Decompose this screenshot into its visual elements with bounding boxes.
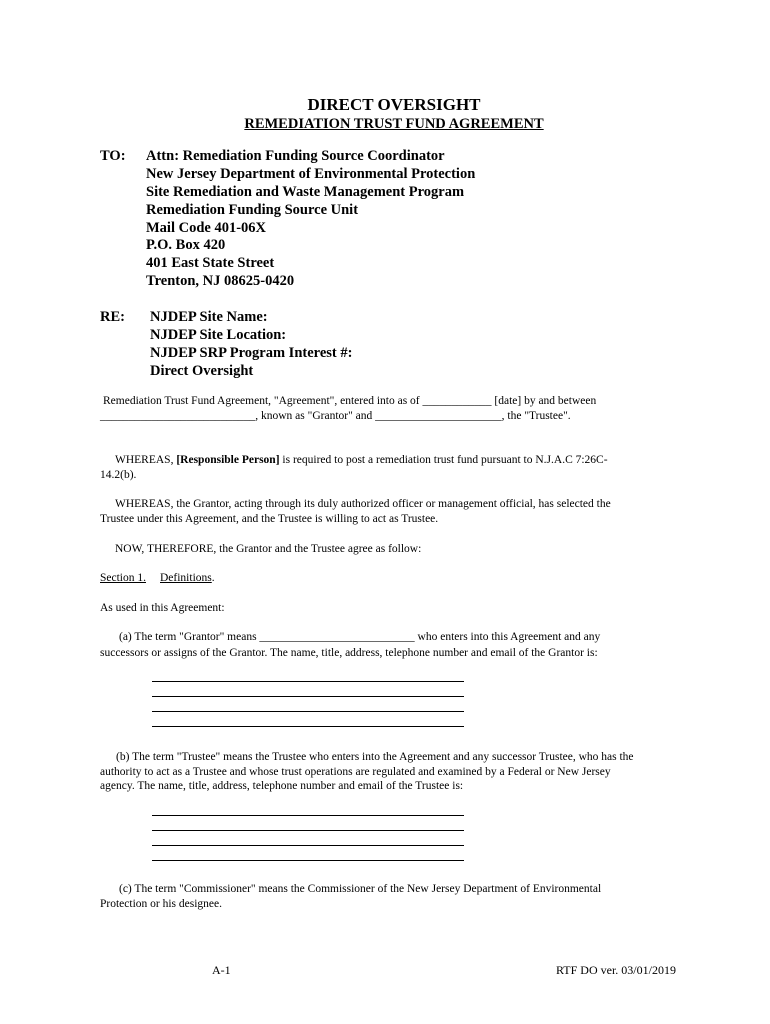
grantor-info-blank-2[interactable] <box>152 696 464 697</box>
def-c-line-2: Protection or his designee. <box>100 898 223 910</box>
document-title: DIRECT OVERSIGHT <box>307 95 481 114</box>
page-number: A-1 <box>212 963 231 977</box>
re-label: RE: <box>100 309 125 325</box>
whereas-1-line-1: WHEREAS, [Responsible Person] is required to post a remediation trust fund pursuant to N.J.A.C 7:26C- <box>115 454 608 466</box>
section-number: Section 1. <box>100 572 146 584</box>
section-heading: Section 1. Definitions. <box>100 572 215 584</box>
version-label: RTF DO ver. 03/01/2019 <box>556 963 676 977</box>
def-c-line-1: (c) The term "Commissioner" means the Commissioner of the New Jersey Department of Environmental <box>119 883 602 895</box>
to-line-program: Site Remediation and Waste Management Program <box>146 184 465 200</box>
responsible-person-placeholder: [Responsible Person] <box>176 454 280 466</box>
to-line-pobox: P.O. Box 420 <box>146 237 226 253</box>
to-line-department: New Jersey Department of Environmental Protection <box>146 166 476 182</box>
grantor-info-blank-1[interactable] <box>152 681 464 682</box>
grantor-info-blank-3[interactable] <box>152 711 464 712</box>
to-line-street: 401 East State Street <box>146 255 275 271</box>
section-title: Definitions <box>160 572 212 584</box>
intro-line-1: Remediation Trust Fund Agreement, "Agreement", entered into as of ____________ [date] by and between <box>103 395 597 407</box>
whereas-2-line-2: Trustee under this Agreement, and the Trustee is willing to act as Trustee. <box>100 513 439 525</box>
re-line-program-interest: NJDEP SRP Program Interest #: <box>150 345 353 361</box>
def-a-line-1: (a) The term "Grantor" means ___________________________ who enters into this Agreement and any <box>119 631 601 643</box>
intro-line-2: ___________________________, known as "Grantor" and ______________________, the "Trustee". <box>100 410 571 422</box>
as-used-text: As used in this Agreement: <box>100 602 225 614</box>
trustee-info-blank-4[interactable] <box>152 860 464 861</box>
def-a-line-2: successors or assigns of the Grantor. The name, title, address, telephone number and email of the Grantor is: <box>100 647 598 659</box>
re-line-site-name: NJDEP Site Name: <box>150 309 268 325</box>
to-line-attn: Attn: Remediation Funding Source Coordinator <box>146 148 445 164</box>
trustee-info-blank-2[interactable] <box>152 830 464 831</box>
document-subtitle: REMEDIATION TRUST FUND AGREEMENT <box>244 116 544 132</box>
def-b-line-3: agency. The name, title, address, telephone number and email of the Trustee is: <box>100 780 464 792</box>
def-b-line-1: (b) The term "Trustee" means the Trustee who enters into the Agreement and any successor Trustee, who has the <box>116 751 634 763</box>
to-line-unit: Remediation Funding Source Unit <box>146 202 359 218</box>
grantor-info-blank-4[interactable] <box>152 726 464 727</box>
to-line-city: Trenton, NJ 08625-0420 <box>146 273 295 289</box>
def-b-line-2: authority to act as a Trustee and whose trust operations are regulated and examined by a Federal or New Jersey <box>100 766 611 778</box>
re-line-direct-oversight: Direct Oversight <box>150 363 254 379</box>
now-therefore: NOW, THEREFORE, the Grantor and the Trustee agree as follow: <box>115 543 422 555</box>
trustee-info-blank-1[interactable] <box>152 815 464 816</box>
to-line-mailcode: Mail Code 401-06X <box>146 220 267 236</box>
re-line-site-location: NJDEP Site Location: <box>150 327 287 343</box>
whereas-2-line-1: WHEREAS, the Grantor, acting through its duly authorized officer or management official, has selected the <box>115 498 611 510</box>
to-label: TO: <box>100 148 126 164</box>
trustee-info-blank-3[interactable] <box>152 845 464 846</box>
whereas-1-line-2: 14.2(b). <box>100 469 137 481</box>
